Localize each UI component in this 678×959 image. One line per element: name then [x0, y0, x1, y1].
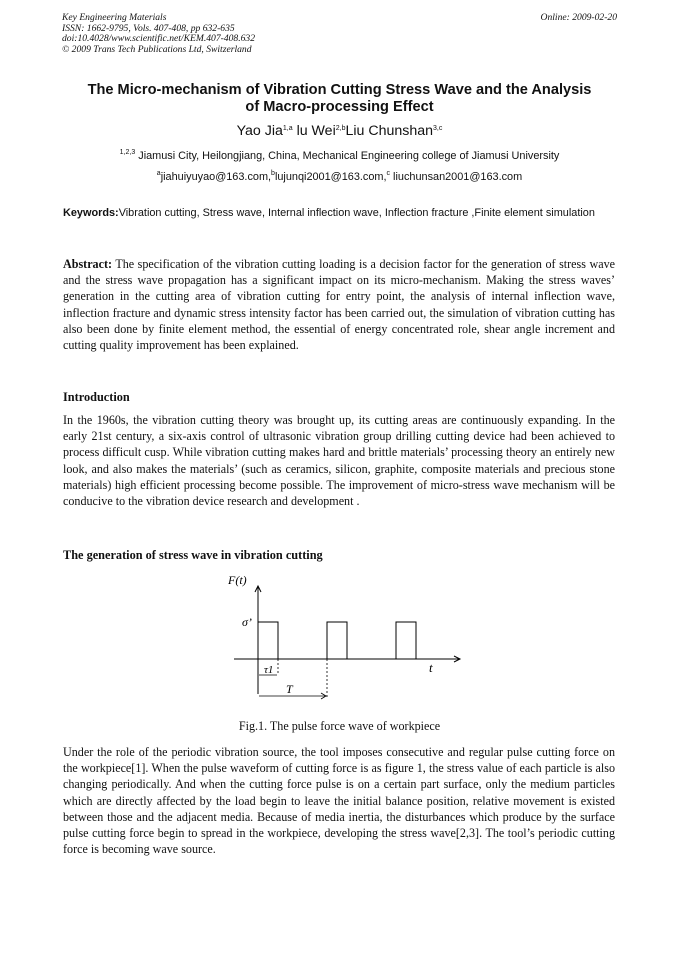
- time-label: t: [429, 660, 433, 675]
- abstract-label: Abstract:: [63, 257, 113, 271]
- period-label: T: [286, 682, 293, 696]
- email-superscript: a: [156, 170, 161, 177]
- tau-label: τ1: [264, 664, 274, 676]
- paper-title: [62, 82, 617, 116]
- email-superscript: b: [271, 170, 275, 177]
- keywords: [63, 206, 615, 221]
- introduction-paragraph: In the 1960s, the vibration cutting theory was brought up, its cutting areas are continuously expanding. In the early 21st century, a six-axis control of ultrasonic vibration group drilling cutting device had been achieved to process difficult cusp. While vibration cutting makes hard and brittle materials’ processing theory an entirely new look, and also makes the materials’ (such as ceramics, silicon, graphite, composite materials and precious stone materials) high efficient processing become possible. The improvement of micro-stress wave mechanism will be conducive to the vibration device research and development .: [63, 413, 615, 509]
- email-list: [62, 171, 617, 184]
- journal-name: Key Engineering Materials: [62, 12, 167, 23]
- author-name: Yao Jia: [236, 123, 283, 139]
- author-name: Liu Chunshan: [345, 123, 434, 139]
- title-line-2: of Macro-processing Effect: [245, 99, 434, 115]
- figure-caption: Fig.1. The pulse force wave of workpiece: [238, 719, 441, 733]
- affiliation-superscript: 1,2,3: [119, 149, 136, 156]
- online-date: Online: 2009-02-20: [540, 12, 617, 23]
- email-address: lujunqi2001@163.com,: [274, 171, 387, 183]
- abstract: [63, 256, 615, 353]
- affiliation-text: Jiamusi City, Heilongjiang, China, Mechanical Engineering college of Jiamusi University: [135, 150, 560, 162]
- pulse-2: [327, 622, 347, 659]
- title-line-1: The Micro-mechanism of Vibration Cutting Stress Wave and the Analysis: [87, 82, 592, 98]
- pulse-force-figure: [226, 572, 466, 704]
- pulse-3: [396, 622, 416, 659]
- email-address: liuchunsan2001@163.com: [390, 171, 523, 183]
- body-paragraph: Under the role of the periodic vibration source, the tool imposes consecutive and regular pulse cutting force on the workpiece[1]. When the pulse waveform of cutting force is as figure 1, the stress value of each particle is also changing periodically. And when the cutting force pulse is on a certain part surface, only the medium particles which are directly affected by the load begin to leave the initial balance position, relative movement is existed between those and the adjacent media. Because of media inertia, the disturbances which produce by the surface pulse cutting force begin to spread in the workpiece, developing the stress wave[2,3]. The tool’s periodic cutting force is becoming wave source.: [63, 745, 615, 857]
- author-superscript: 3,c: [433, 125, 443, 132]
- pulse-force-diagram: [226, 572, 466, 704]
- author-name: lu Wei: [292, 123, 336, 139]
- email-address: jiahuiyuyao@163.com,: [160, 171, 272, 183]
- journal-header: [62, 13, 617, 55]
- author-superscript: 1,a: [282, 125, 293, 132]
- copyright-line: © 2009 Trans Tech Publications Ltd, Switzerland: [62, 43, 252, 55]
- sigma-label: σ’: [242, 615, 252, 629]
- keywords-label: Keywords:: [63, 207, 119, 219]
- y-axis-label: F(t): [228, 573, 247, 587]
- keywords-text: Vibration cutting, Stress wave, Internal inflection wave, Inflection fracture ,Finite element simulation: [118, 207, 595, 219]
- affiliation: [62, 150, 617, 163]
- author-superscript: 2,b: [335, 125, 346, 132]
- abstract-text: The specification of the vibration cutting loading is a decision factor for the generation of stress wave and the stress wave propagation has a significant impact on its micro-mechanism. Making the stress waves’ generation in the cutting area of vibration cutting for entry point, the analysis of internal inflection wave, inflection fracture and dynamic stress intensity factor has been carried out, the simulation of vibration cutting has also been done by finite element method, the essential of energy concentrated role, shear angle increment and cutting quality improvement has been explained.: [63, 257, 615, 353]
- pulse-1: [258, 622, 278, 659]
- email-superscript: c: [386, 170, 391, 177]
- section-heading-introduction: Introduction: [63, 390, 130, 404]
- issn-line: ISSN: 1662-9795, Vols. 407-408, pp 632-635: [62, 22, 235, 34]
- doi-line: doi:10.4028/www.scientific.net/KEM.407-408.632: [62, 33, 256, 45]
- section-heading-stress-wave: The generation of stress wave in vibration cutting: [63, 548, 323, 562]
- author-list: [62, 123, 617, 140]
